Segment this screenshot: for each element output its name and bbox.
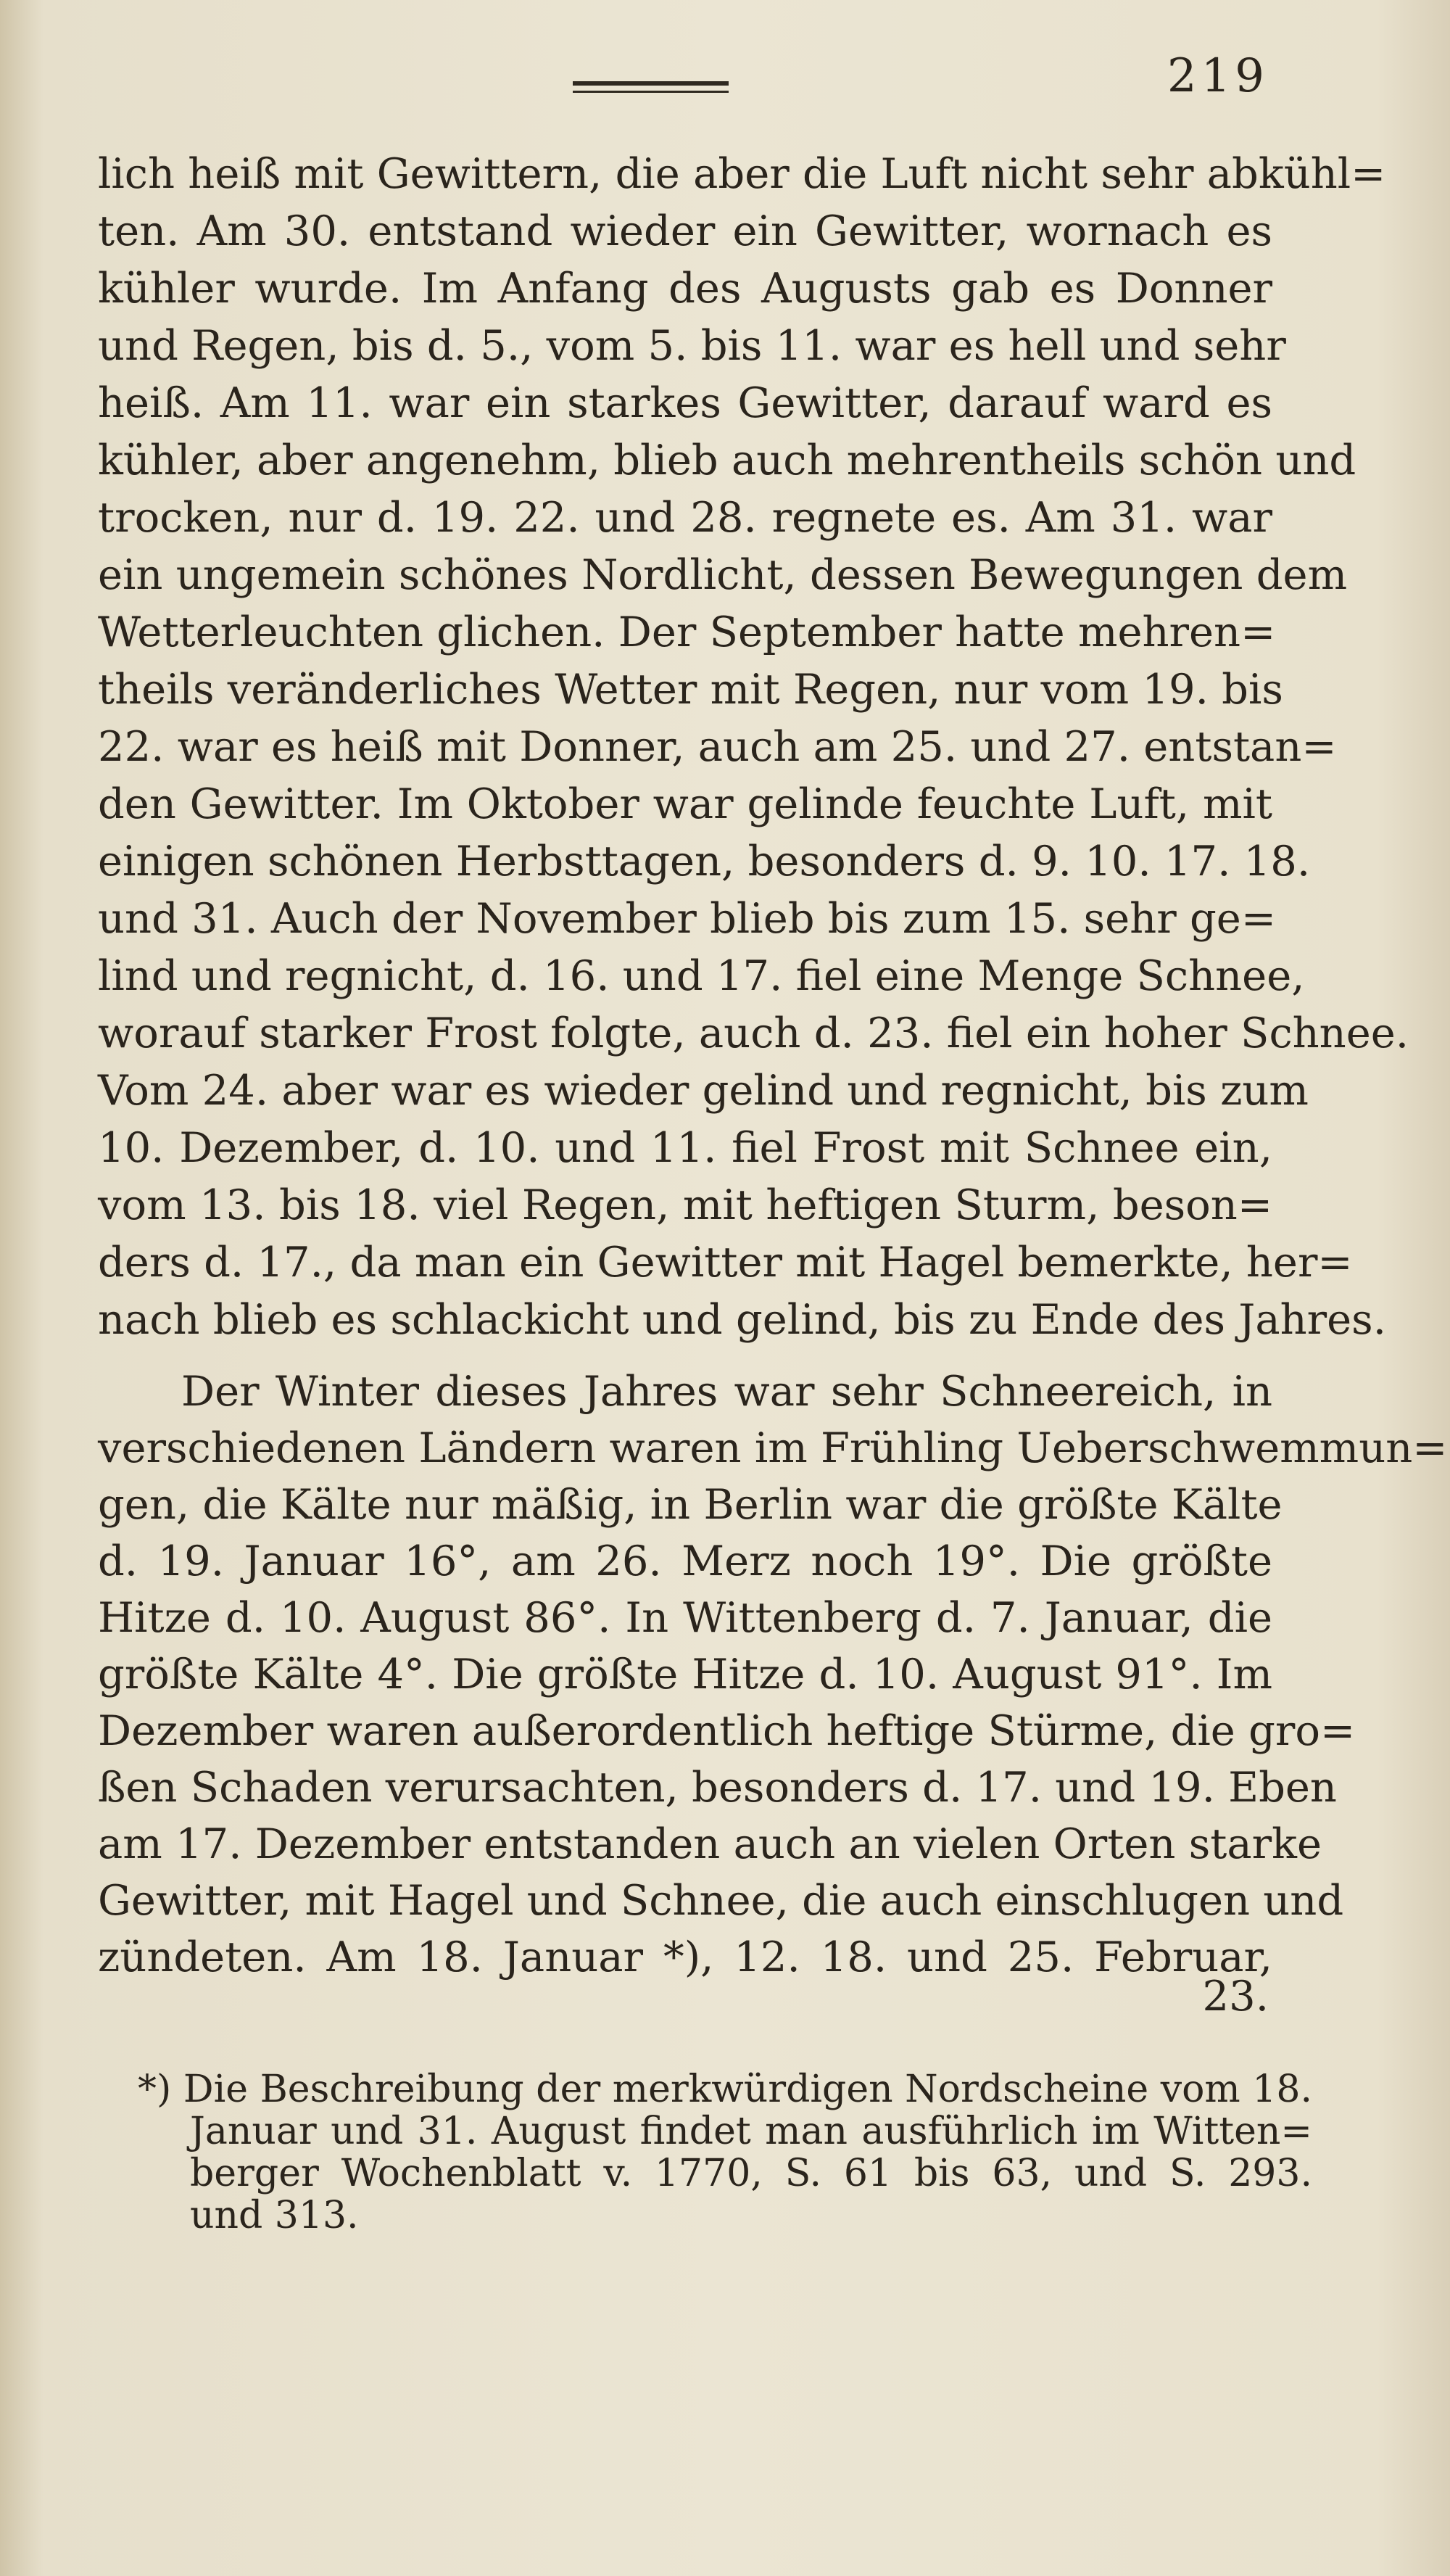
text-line: heiß. Am 11. war ein starkes Gewitter, darauf ward es — [98, 379, 1272, 427]
text-line: kühler, aber angenehm, blieb auch mehrentheils schön und — [98, 436, 1356, 484]
catchword: 23. — [1202, 1972, 1269, 2020]
text-line: trocken, nur d. 19. 22. und 28. regnete es. Am 31. war — [98, 493, 1272, 542]
footnote-line: Januar und 31. August findet man ausführlich im Witten= — [190, 2110, 1312, 2153]
paragraph-weather-1770 — [98, 145, 1409, 1348]
text-line: Dezember waren außerordentlich heftige Stürme, die gro= — [98, 1706, 1356, 1755]
text-line: kühler wurde. Im Anfang des Augusts gab es Donner — [98, 264, 1272, 313]
text-line: zündeten. Am 18. Januar *), 12. 18. und 25. Februar, — [98, 1933, 1272, 1981]
text-line: und Regen, bis d. 5., vom 5. bis 11. war es hell und sehr — [98, 321, 1286, 370]
text-line: 22. war es heiß mit Donner, auch am 25. und 27. entstan= — [98, 722, 1337, 771]
header-rule — [573, 81, 729, 93]
text-line: ßen Schaden verursachten, besonders d. 17. und 19. Eben — [98, 1763, 1337, 1812]
text-line: vom 13. bis 18. viel Regen, mit heftigen Sturm, beson= — [98, 1181, 1272, 1229]
page-number: 219 — [1167, 49, 1269, 103]
text-line: und 31. Auch der November blieb bis zum 15. sehr ge= — [98, 894, 1276, 943]
text-line: ten. Am 30. entstand wieder ein Gewitter, wornach es — [98, 207, 1272, 255]
text-line: ders d. 17., da man ein Gewitter mit Hagel bemerkte, her= — [98, 1238, 1353, 1287]
text-line: d. 19. Januar 16°, am 26. Merz noch 19°. Die größte — [98, 1537, 1272, 1585]
text-line: größte Kälte 4°. Die größte Hitze d. 10. August 91°. Im — [98, 1650, 1272, 1698]
footnote — [138, 2068, 1312, 2237]
text-line: lich heiß mit Gewittern, die aber die Luft nicht sehr abkühl= — [98, 149, 1386, 198]
text-line: Hitze d. 10. August 86°. In Wittenberg d. 7. Januar, die — [98, 1593, 1272, 1642]
text-line: am 17. Dezember entstanden auch an vielen Orten starke — [98, 1820, 1322, 1868]
text-line: worauf starker Frost folgte, auch d. 23. fiel ein hoher Schnee. — [98, 1009, 1409, 1057]
text-line: verschiedenen Ländern waren im Frühling Ueberschwemmun= — [98, 1424, 1448, 1472]
paragraph-winter — [98, 1363, 1448, 1986]
text-line: Der Winter dieses Jahres war sehr Schneereich, in — [181, 1367, 1272, 1416]
footnote-line: *) Die Beschreibung der merkwürdigen Nordscheine vom 18. — [138, 2068, 1312, 2111]
text-line: Wetterleuchten glichen. Der September hatte mehren= — [98, 608, 1276, 656]
text-line: lind und regnicht, d. 16. und 17. fiel eine Menge Schnee, — [98, 951, 1305, 1000]
text-line: 10. Dezember, d. 10. und 11. fiel Frost mit Schnee ein, — [98, 1123, 1272, 1172]
text-line: Vom 24. aber war es wieder gelind und regnicht, bis zum — [98, 1066, 1309, 1115]
text-line: einigen schönen Herbsttagen, besonders d. 9. 10. 17. 18. — [98, 837, 1311, 886]
text-line: gen, die Kälte nur mäßig, in Berlin war die größte Kälte — [98, 1480, 1283, 1529]
text-line: nach blieb es schlackicht und gelind, bis zu Ende des Jahres. — [98, 1295, 1386, 1344]
footnote-line: berger Wochenblatt v. 1770, S. 61 bis 63, und S. 293. — [190, 2152, 1312, 2195]
text-line: ein ungemein schönes Nordlicht, dessen Bewegungen dem — [98, 550, 1348, 599]
text-line: theils veränderliches Wetter mit Regen, nur vom 19. bis — [98, 665, 1283, 714]
footnote-line: und 313. — [190, 2194, 359, 2237]
text-line: den Gewitter. Im Oktober war gelinde feuchte Luft, mit — [98, 780, 1272, 828]
text-line: Gewitter, mit Hagel und Schnee, die auch einschlugen und — [98, 1876, 1344, 1925]
